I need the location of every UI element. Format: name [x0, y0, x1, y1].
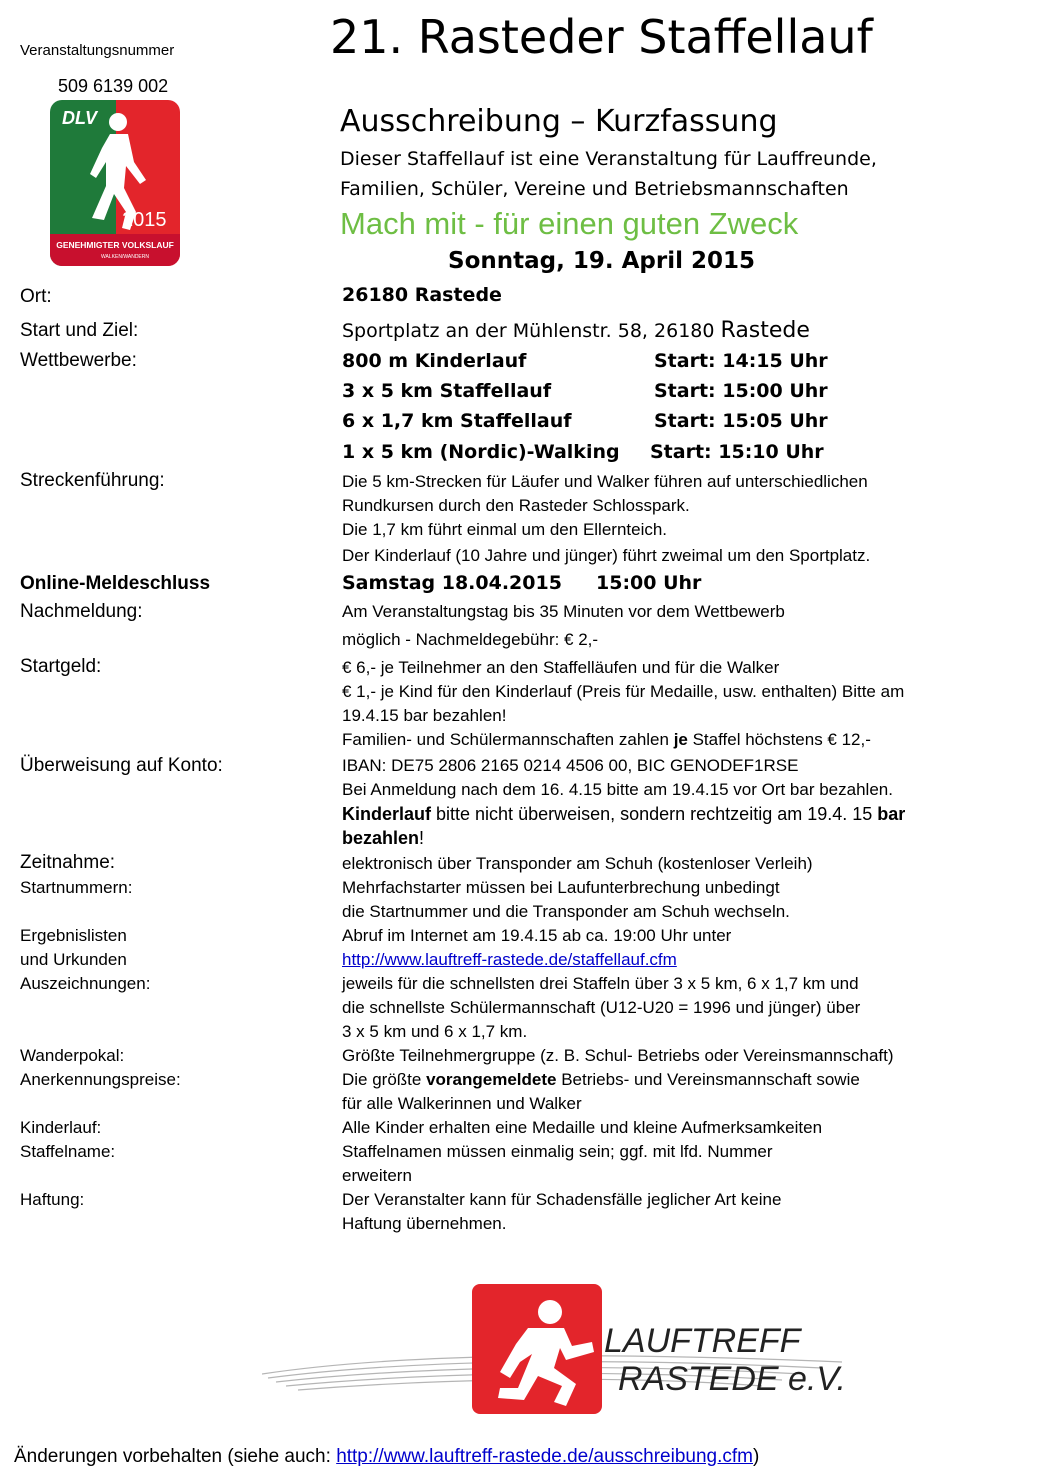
competition-name: 1 x 5 km (Nordic)-Walking	[342, 441, 620, 463]
anerkennung-pre: Die größte	[342, 1070, 427, 1089]
competition-start: Start: 15:05 Uhr	[654, 410, 828, 432]
auszeichnungen-line: die schnellste Schülermannschaft (U12-U20 = 1996 und jünger) über	[342, 998, 861, 1017]
anerkennung-line	[342, 1068, 860, 1092]
logo-line2: RASTEDE e.V.	[618, 1360, 842, 1398]
konto-iban: IBAN: DE75 2806 2165 0214 4506 00, BIC GENODEF1RSE	[342, 756, 799, 775]
konto-bezahlen	[342, 826, 424, 850]
ergebnis-value: Abruf im Internet am 19.4.15 ab ca. 19:00 Uhr unter	[342, 926, 732, 945]
lauftreff-logo	[262, 1282, 842, 1422]
start-value-end: Rastede	[720, 318, 810, 343]
startnummern-line: Mehrfachstarter müssen bei Laufunterbrechung unbedingt	[342, 878, 780, 897]
ergebnis-label: Ergebnislisten	[20, 926, 127, 945]
strecke-line: Die 1,7 km führt einmal um den Ellernteich.	[342, 520, 668, 539]
anerkennung-line-2: für alle Walkerinnen und Walker	[342, 1094, 582, 1113]
konto-kinder-bar: bar	[877, 804, 906, 824]
start-value	[342, 318, 810, 343]
ergebnis-link[interactable]: http://www.lauftreff-rastede.de/staffellauf.cfm	[342, 950, 677, 969]
wanderpokal-label: Wanderpokal:	[20, 1046, 125, 1065]
konto-kinder-mid: bitte nicht überweisen, sondern rechtzeitig am 19.4. 15	[431, 804, 878, 824]
footer-note-post: )	[753, 1446, 760, 1467]
strecke-label: Streckenführung:	[20, 470, 165, 491]
competition-name: 6 x 1,7 km Staffellauf	[342, 410, 572, 432]
konto-bezahlen-bold: bezahlen	[342, 828, 420, 848]
footer-note-pre: Änderungen vorbehalten (siehe auch:	[14, 1446, 337, 1467]
anerkennung-bold: vorangemeldete	[426, 1070, 557, 1089]
intro-line-2: Familien, Schüler, Vereine und Betriebsmannschaften	[340, 178, 849, 200]
konto-line: Bei Anmeldung nach dem 16. 4.15 bitte am 19.4.15 vor Ort bar bezahlen.	[342, 780, 893, 799]
zeitnahme-label: Zeitnahme:	[20, 852, 116, 873]
footer-note	[14, 1446, 759, 1468]
competition-name: 3 x 5 km Staffellauf	[342, 380, 552, 402]
competition-name: 800 m Kinderlauf	[342, 350, 527, 372]
staffelname-line: erweitern	[342, 1166, 412, 1185]
nachmeldung-label: Nachmeldung:	[20, 601, 143, 622]
logo-line1: LAUFTREFF	[604, 1322, 801, 1360]
start-label: Start und Ziel:	[20, 320, 139, 341]
dlv-brand-text: DLV	[62, 108, 98, 128]
event-number: 509 6139 002	[58, 76, 169, 96]
strecke-line: Rundkursen durch den Rasteder Schlosspark.	[342, 496, 690, 515]
auszeichnungen-label: Auszeichnungen:	[20, 974, 151, 993]
page-title: 21. Rasteder Staffellauf	[330, 10, 873, 64]
haftung-line: Haftung übernehmen.	[342, 1214, 507, 1233]
intro-line-1: Dieser Staffellauf ist eine Veranstaltung für Lauffreunde,	[340, 148, 877, 170]
haftung-line: Der Veranstalter kann für Schadensfälle jeglicher Art keine	[342, 1190, 782, 1209]
competition-start: Start: 15:10 Uhr	[650, 441, 824, 463]
startgeld-family-bold: je	[673, 730, 688, 749]
startnummern-label: Startnummern:	[20, 878, 133, 897]
ort-label: Ort:	[20, 286, 52, 307]
wettbewerbe-label: Wettbewerbe:	[20, 350, 137, 371]
dlv-logo	[50, 100, 180, 266]
konto-label: Überweisung auf Konto:	[20, 755, 223, 776]
startgeld-line: € 1,- je Kind für den Kinderlauf (Preis für Medaille, usw. enthalten) Bitte am	[342, 682, 905, 701]
dlv-subcaption-text: WALKEN/WANDERN	[101, 254, 149, 260]
staffelname-label: Staffelname:	[20, 1142, 116, 1161]
competition-start: Start: 14:15 Uhr	[654, 350, 828, 372]
event-number-label: Veranstaltungsnummer	[20, 42, 175, 59]
haftung-label: Haftung:	[20, 1190, 85, 1209]
start-value-text: Sportplatz an der Mühlenstr. 58, 26180	[342, 320, 715, 342]
dlv-logo-graphic	[50, 100, 180, 266]
konto-excl: !	[419, 828, 425, 848]
competition-start: Start: 15:00 Uhr	[654, 380, 828, 402]
nachmeldung-line: Am Veranstaltungstag bis 35 Minuten vor dem Wettbewerb	[342, 602, 785, 621]
ort-value: 26180 Rastede	[342, 284, 502, 306]
meldeschluss-date: Samstag 18.04.2015	[342, 572, 562, 594]
event-date: Sonntag, 19. April 2015	[448, 248, 755, 274]
strecke-line: Der Kinderlauf (10 Jahre und jünger) führt zweimal um den Sportplatz.	[342, 546, 871, 565]
footer-link[interactable]: http://www.lauftreff-rastede.de/ausschreibung.cfm	[336, 1446, 753, 1467]
konto-kinder	[342, 802, 905, 826]
dlv-caption-text: GENEHMIGTER VOLKSLAUF	[56, 240, 174, 250]
startgeld-family-pre: Familien- und Schülermannschaften zahlen	[342, 730, 674, 749]
subtitle: Ausschreibung – Kurzfassung	[340, 104, 778, 139]
kinderlauf-label: Kinderlauf:	[20, 1118, 102, 1137]
startnummern-line: die Startnummer und die Transponder am Schuh wechseln.	[342, 902, 790, 921]
strecke-line: Die 5 km-Strecken für Läufer und Walker führen auf unterschiedlichen	[342, 472, 868, 491]
startgeld-line: 19.4.15 bar bezahlen!	[342, 706, 507, 725]
startgeld-line: € 6,- je Teilnehmer an den Staffelläufen und für die Walker	[342, 658, 780, 677]
auszeichnungen-line: jeweils für die schnellsten drei Staffeln über 3 x 5 km, 6 x 1,7 km und	[342, 974, 859, 993]
startgeld-label: Startgeld:	[20, 656, 102, 677]
wanderpokal-value: Größte Teilnehmergruppe (z. B. Schul- Betriebs oder Vereinsmannschaft)	[342, 1046, 894, 1065]
anerkennung-label: Anerkennungspreise:	[20, 1070, 181, 1089]
meldeschluss-label: Online-Meldeschluss	[20, 573, 211, 594]
staffelname-line: Staffelnamen müssen einmalig sein; ggf. mit lfd. Nummer	[342, 1142, 773, 1161]
anerkennung-post: Betriebs- und Vereinsmannschaft sowie	[556, 1070, 860, 1089]
zeitnahme-value: elektronisch über Transponder am Schuh (kostenloser Verleih)	[342, 854, 813, 873]
startgeld-family	[342, 728, 871, 752]
lauftreff-logo-graphic	[262, 1282, 842, 1422]
konto-kinder-bold: Kinderlauf	[342, 804, 432, 824]
dlv-year-text: 2015	[122, 209, 167, 231]
ergebnis-label-2: und Urkunden	[20, 950, 127, 969]
slogan: Mach mit - für einen guten Zweck	[340, 206, 799, 241]
kinderlauf-value: Alle Kinder erhalten eine Medaille und kleine Aufmerksamkeiten	[342, 1118, 823, 1137]
meldeschluss-time: 15:00 Uhr	[596, 572, 702, 594]
nachmeldung-line: möglich - Nachmeldegebühr: € 2,-	[342, 630, 599, 649]
startgeld-family-post: Staffel höchstens € 12,-	[687, 730, 871, 749]
auszeichnungen-line: 3 x 5 km und 6 x 1,7 km.	[342, 1022, 528, 1041]
